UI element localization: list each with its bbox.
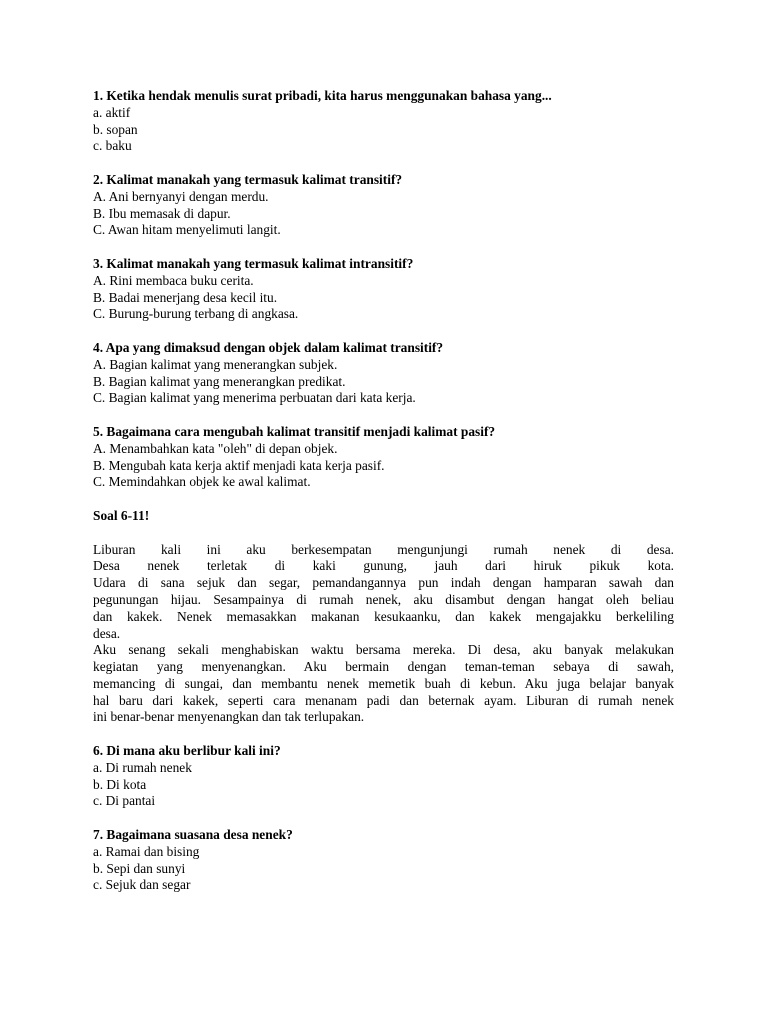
question-5 [93,424,674,491]
answer-option: A. Menambahkan kata "oleh" di depan objek. [93,440,338,456]
answer-option: C. Awan hitam menyelimuti langit. [93,222,281,238]
answer-option: c. baku [93,138,132,154]
answer-option: B. Ibu memasak di dapur. [93,205,231,221]
passage-line: kegiatan yang menyenangkan. Aku bermain dengan teman-teman sebaya di sawah, [93,659,674,675]
passage-line: hal baru dari kakek, seperti cara menanam padi dan beternak ayam. Liburan di rumah nenek [93,692,674,708]
answer-option: C. Bagian kalimat yang menerima perbuatan dari kata kerja. [93,390,416,406]
question-6 [93,743,674,810]
question-2 [93,172,674,239]
question-title: 7. Bagaimana suasana desa nenek? [93,827,293,843]
question-7 [93,827,674,894]
passage-line: Liburan kali ini aku berkesempatan mengunjungi rumah nenek di desa. [93,541,674,557]
answer-option: b. Di kota [93,776,147,792]
answer-option: b. sopan [93,121,138,137]
question-title: 3. Kalimat manakah yang termasuk kalimat intransitif? [93,255,414,271]
answer-option: c. Di pantai [93,793,156,809]
passage-line: pegunungan hijau. Sesampainya di rumah nenek, aku disambut dengan hangat oleh beliau [93,591,674,607]
answer-option: B. Badai menerjang desa kecil itu. [93,289,278,305]
answer-option: B. Bagian kalimat yang menerangkan predikat. [93,373,346,389]
passage-line: Aku senang sekali menghabiskan waktu bersama mereka. Di desa, aku banyak melakukan [93,642,674,658]
answer-option: a. Di rumah nenek [93,759,192,775]
story-passage [93,542,674,727]
answer-option: A. Rini membaca buku cerita. [93,272,254,288]
document-body [93,88,674,911]
passage-line: dan kakek. Nenek memasakkan makanan kesukaanku, dan kakek mengajakku berkeliling [93,608,674,624]
answer-option: C. Memindahkan objek ke awal kalimat. [93,474,311,490]
passage-line: desa. [93,625,121,641]
answer-option: A. Bagian kalimat yang menerangkan subjek. [93,356,338,372]
answer-option: a. aktif [93,104,131,120]
question-4 [93,340,674,407]
passage-line: ini benar-benar menyenangkan dan tak terlupakan. [93,709,365,725]
section-heading: Soal 6-11! [93,507,150,523]
question-title: 6. Di mana aku berlibur kali ini? [93,743,281,759]
question-3 [93,256,674,323]
question-title: 5. Bagaimana cara mengubah kalimat transitif menjadi kalimat pasif? [93,423,496,439]
question-title: 1. Ketika hendak menulis surat pribadi, kita harus menggunakan bahasa yang... [93,88,552,103]
question-1 [93,88,674,155]
answer-option: c. Sejuk dan segar [93,877,191,893]
answer-option: B. Mengubah kata kerja aktif menjadi kata kerja pasif. [93,457,385,473]
answer-option: A. Ani bernyanyi dengan merdu. [93,188,269,204]
passage-line: Udara di sana sejuk dan segar, pemandangannya pun indah dengan hamparan sawah dan [93,575,674,591]
passage-line: memancing di sungai, dan membantu nenek memetik buah di kebun. Aku juga belajar banyak [93,675,674,691]
answer-option: C. Burung-burung terbang di angkasa. [93,306,299,322]
answer-option: b. Sepi dan sunyi [93,860,186,876]
question-title: 4. Apa yang dimaksud dengan objek dalam kalimat transitif? [93,339,444,355]
question-title: 2. Kalimat manakah yang termasuk kalimat transitif? [93,171,403,187]
passage-line: Desa nenek terletak di kaki gunung, jauh dari hiruk pikuk kota. [93,558,674,574]
section-heading-block [93,508,674,525]
answer-option: a. Ramai dan bising [93,843,200,859]
